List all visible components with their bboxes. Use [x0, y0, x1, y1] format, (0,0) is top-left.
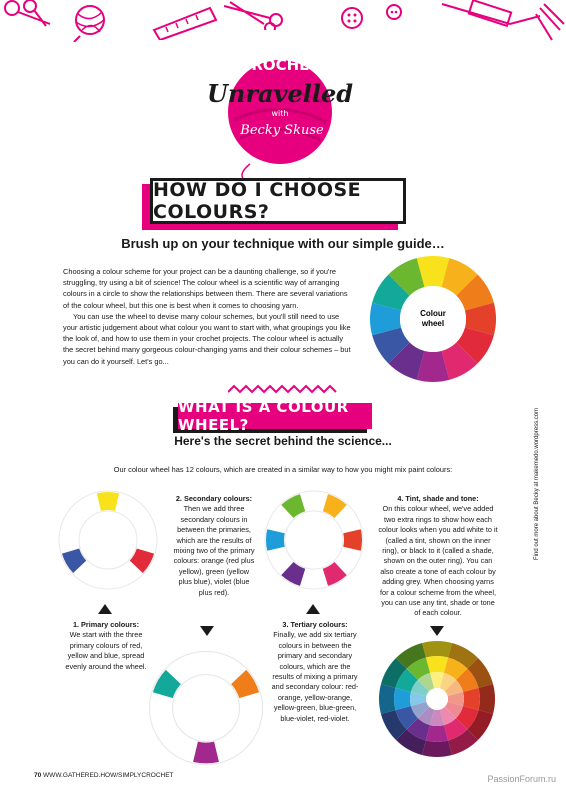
step-tint-heading: 4. Tint, shade and tone: — [397, 494, 479, 503]
tertiary-segment — [323, 562, 347, 586]
main-wheel-label-1: Colour — [420, 309, 446, 318]
scissors-icon-2 — [220, 0, 290, 30]
yarn-skein-icon — [440, 0, 566, 50]
step-tertiary-heading: 3. Tertiary colours: — [282, 620, 348, 629]
main-colour-wheel — [368, 254, 498, 384]
sidebar-note: Find out more about Becky at makemedo.wordpress.com — [534, 407, 540, 560]
tertiary-segment — [281, 494, 305, 518]
scissors-icon — [0, 0, 60, 30]
primary-segment — [62, 549, 86, 574]
intro-text — [63, 266, 353, 367]
section-title: WHAT IS A COLOUR WHEEL? — [178, 398, 349, 434]
step-tint — [378, 494, 498, 619]
arrow-up-1 — [98, 604, 112, 614]
shade-segment — [422, 741, 452, 757]
step-tertiary — [270, 620, 360, 724]
logo-unravelled-text: Unravelled — [206, 79, 354, 108]
secondary-colour-wheel — [146, 648, 266, 768]
intro-paragraph-2: You can use the wheel to devise many colour schemes, but you'll still need to use your artistic judgement about what colour you want to start with, what groupings you like the look of, and how to use them in your crochet projects. The colour wheel is actually the secret behind many gorgeous colour-changing yarns and their colour schemes – but you can do it yourself. Let's go... — [63, 311, 351, 366]
step-primary-heading: 1. Primary colours: — [72, 620, 140, 629]
main-wheel-label-2: wheel — [421, 319, 445, 328]
arrow-down-4 — [430, 626, 444, 636]
tape-measure-icon — [150, 0, 220, 40]
step-tint-body: On this colour wheel, we've added two extra rings to show how each colour looks when you add white to it (called a tint, shown on the inner ring), or black to it (called a shade, shown on the outer ring). You can also create a tone of each colour by adding grey. When choosing yarns for a colour scheme from the wheel, you can use any tint, shade or tone of each colour. — [378, 504, 498, 618]
tint-shade-colour-wheel — [378, 640, 496, 758]
arrow-down-2 — [200, 626, 214, 636]
logo-crochet-text: CROCHET — [240, 56, 320, 74]
shade-segment — [422, 641, 452, 657]
step-secondary — [172, 494, 256, 598]
primary-segment — [130, 549, 154, 574]
primary-colour-wheel — [56, 488, 160, 592]
secondary-segment — [153, 670, 181, 698]
step-primary-body: We start with the three primary colours of red, yellow and blue, spread evenly around the wheel. — [65, 630, 147, 671]
zigzag-divider — [228, 382, 338, 396]
primary-segment — [97, 492, 119, 511]
section-intro-line: Our colour wheel has 12 colours, which are created in a similar way to how you might mix paint colours: — [113, 465, 453, 474]
secondary-segment — [231, 670, 259, 698]
tertiary-segment — [343, 529, 362, 551]
yarn-ball-icon — [70, 2, 110, 42]
tertiary-segment — [281, 562, 305, 586]
intro-paragraph-1: Choosing a colour scheme for your project can be a daunting challenge, so if you're struggling, try using a bit of science! The colour wheel is a scientific way of arranging colours in a circle to show the relationships between them. There are several variations of the colour wheel, but this one is best when it comes to choosing yarn. — [63, 267, 348, 310]
watermark: PassionForum.ru — [487, 774, 556, 784]
step-secondary-heading: 2. Secondary colours: — [175, 494, 253, 503]
step-tertiary-body: Finally, we add six tertiary colours in between the primary and secondary colours, which are the results of mixing a primary and secondary colour: red-orange, yellow-orange, yellow-green, blue-green, blue-violet, red-violet. — [271, 630, 359, 723]
tertiary-segment — [323, 494, 347, 518]
arrow-up-3 — [306, 604, 320, 614]
logo-with-text: with — [271, 109, 289, 118]
buttons-icon — [336, 4, 416, 34]
page-title-box — [150, 178, 406, 224]
page-number: 70 — [34, 772, 42, 779]
page-subtitle: Brush up on your technique with our simple guide… — [121, 236, 445, 251]
secondary-segment — [193, 742, 219, 764]
shade-segment — [479, 684, 495, 714]
footer-url[interactable]: WWW.GATHERED.HOW/SIMPLYCROCHET — [43, 772, 174, 779]
crochet-unravelled-logo — [190, 40, 370, 190]
shade-segment — [379, 684, 395, 714]
step-secondary-body: Then we add three secondary colours in between the primaries, which are the results of mixing two of the primary colours: orange (red plus yellow), green (yellow plus blue), violet (blue plus red). — [173, 504, 255, 597]
page-footer — [34, 772, 174, 779]
section-subtitle: Here's the secret behind the science... — [174, 434, 392, 448]
tertiary-colour-wheel — [262, 488, 366, 592]
logo-author-text: Becky Skuse — [240, 123, 324, 138]
section-title-box — [178, 398, 372, 434]
tertiary-segment — [266, 529, 285, 551]
step-primary — [60, 620, 152, 672]
page-title: HOW DO I CHOOSE COLOURS? — [153, 179, 362, 223]
